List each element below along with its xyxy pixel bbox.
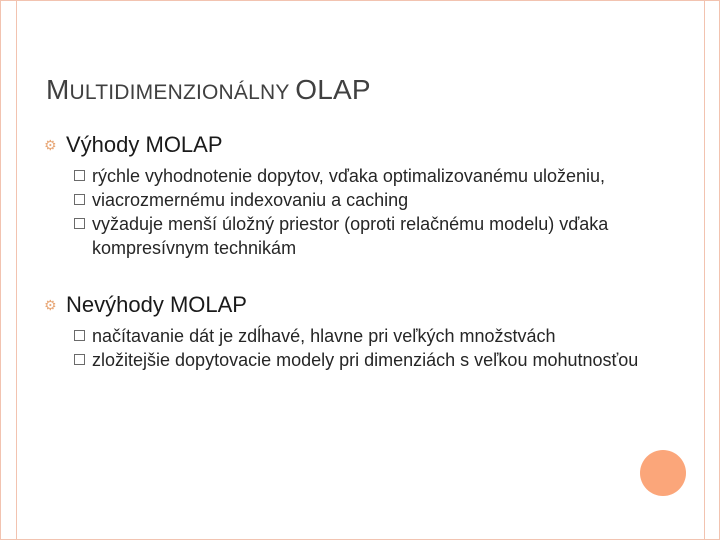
title-small-caps: ULTIDIMENZIONÁLNY [69,81,296,104]
section-heading: Výhody MOLAP [66,132,223,157]
list-item-text: zložitejšie dopytovacie modely pri dimenziách s veľkou mohutnosťou [92,350,639,370]
gear-icon: ⚙ [44,137,57,153]
section-heading: Nevýhody MOLAP [66,292,247,317]
list-item [44,212,664,260]
checkbox-icon [74,194,85,205]
list-item-text: vyžaduje menší úložný priestor (oproti relačnému modelu) vďaka kompresívnym technikám [92,214,609,258]
list-item [44,188,664,212]
checkbox-icon [74,330,85,341]
main-bullet-disadvantages [44,290,664,320]
list-item [44,164,664,188]
checkbox-icon [74,170,85,181]
checkbox-icon [74,218,85,229]
list-item-text: viacrozmernému indexovaniu a caching [92,190,409,210]
list-item [44,348,664,372]
gear-icon: ⚙ [44,297,57,313]
slide-content [44,130,664,372]
checkbox-icon [74,354,85,365]
decorative-circle [640,450,686,496]
list-item [44,324,664,348]
title-first-letter: M [46,74,70,105]
list-item-text: rýchle vyhodnotenie dopytov, vďaka optimalizovanému uloženiu, [92,166,606,186]
main-bullet-advantages [44,130,664,160]
list-item-text: načítavanie dát je zdĺhavé, hlavne pri veľkých množstvách [92,326,556,346]
sub-list-disadvantages [44,324,664,372]
slide-title [46,74,371,106]
section-disadvantages [44,290,664,372]
title-olap: OLAP [295,74,371,105]
sub-list-advantages [44,164,664,260]
left-border-line [16,0,17,540]
right-border-line [704,0,705,540]
section-advantages [44,130,664,260]
